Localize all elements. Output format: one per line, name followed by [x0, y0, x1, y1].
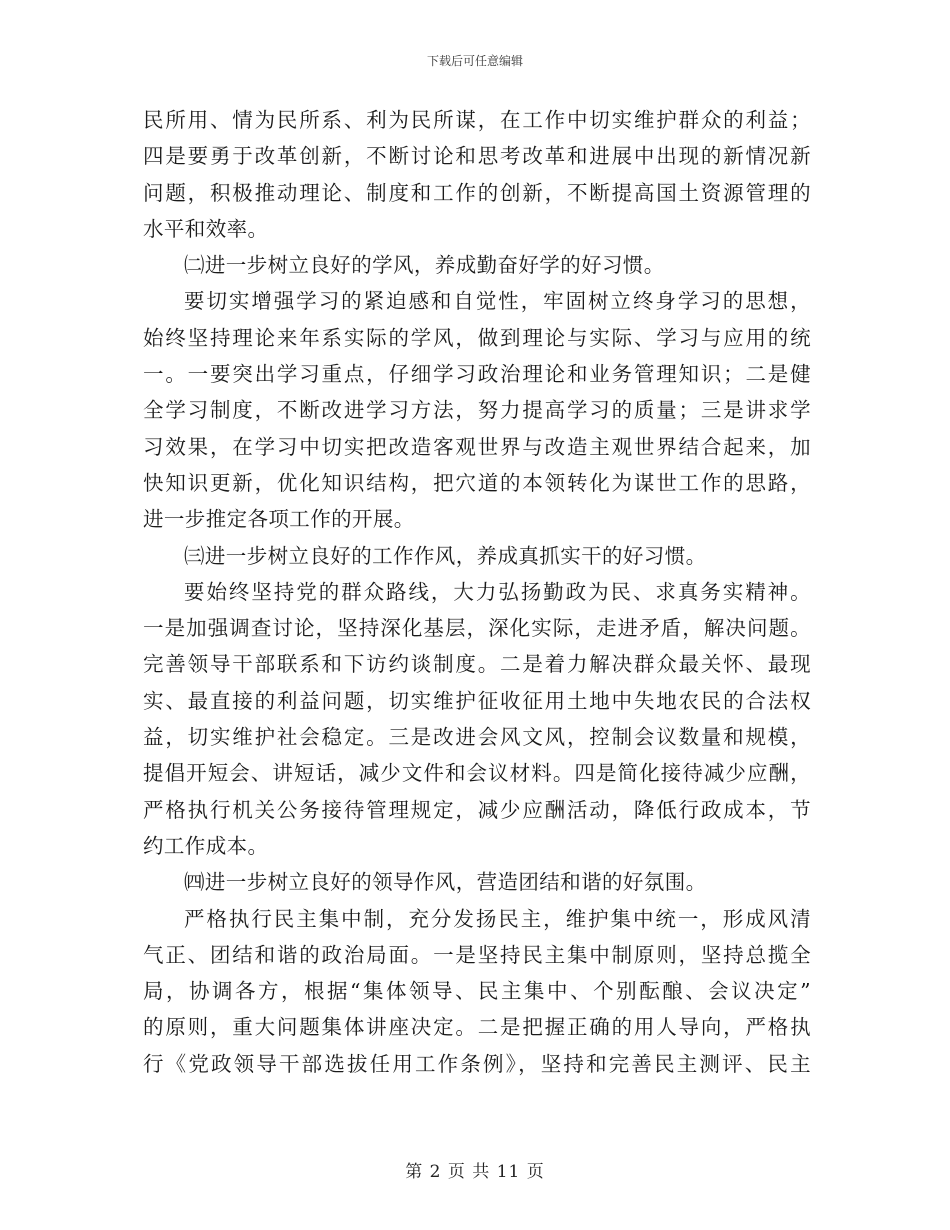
text-line: 实、最直接的利益问题，切实维护征收征用土地中失地农民的合法权	[143, 688, 811, 713]
text-line: 益，切实维护社会稳定。三是改进会风文风，控制会议数量和规模，	[143, 725, 811, 750]
text-line: 严格执行民主集中制，充分发扬民主，维护集中统一，形成风清	[184, 906, 811, 931]
text-line: 水平和效率。	[143, 216, 269, 241]
text-line: ㈢进一步树立良好的工作作风，养成真抓实干的好习惯。	[184, 543, 707, 568]
text-line: 行《党政领导干部选拔任用工作条例》，坚持和完善民主测评、民主	[143, 1051, 811, 1076]
text-line: 习效果，在学习中切实把改造客观世界与改造主观世界结合起来，加	[143, 434, 811, 459]
page-header: 下载后可任意编辑	[426, 54, 523, 68]
text-line: 进一步推定各项工作的开展。	[143, 507, 415, 532]
text-line: 始终坚持理论来年系实际的学风，做到理论与实际、学习与应用的统	[143, 325, 811, 350]
text-line: 要始终坚持党的群众路线，大力弘扬勤政为民、求真务实精神。	[184, 579, 811, 604]
page-footer: 第 2 页 共 11 页	[405, 1162, 545, 1182]
text-line: 气正、团结和谐的政治局面。一是坚持民主集中制原则，坚持总揽全	[143, 942, 811, 967]
text-line: 四是要勇于改革创新，不断讨论和思考改革和进展中出现的新情况新	[143, 144, 811, 169]
text-line: 全学习制度，不断改进学习方法，努力提高学习的质量；三是讲求学	[143, 398, 811, 423]
text-line: 约工作成本。	[143, 833, 269, 858]
text-line: 局，协调各方，根据“集体领导、民主集中、个别酝酿、会议决定”	[143, 979, 811, 1004]
text-line: 快知识更新，优化知识结构，把穴道的本领转化为谋世工作的思路，	[143, 470, 811, 495]
text-line: 提倡开短会、讲短话，减少文件和会议材料。四是简化接待减少应酬，	[143, 761, 811, 786]
document-body	[143, 102, 811, 1082]
text-line: 一。一要突出学习重点，仔细学习政治理论和业务管理知识；二是健	[143, 362, 811, 387]
text-line: 完善领导干部联系和下访约谈制度。二是着力解决群众最关怀、最现	[143, 652, 811, 677]
text-line: ㈣进一步树立良好的领导作风，营造团结和谐的好氛围。	[184, 870, 707, 895]
text-line: 的原则，重大问题集体讲座决定。二是把握正确的用人导向，严格执	[143, 1015, 811, 1040]
text-line: 要切实增强学习的紧迫感和自觉性，牢固树立终身学习的思想，	[184, 289, 811, 314]
text-line: 问题，积极推动理论、制度和工作的创新，不断提高国土资源管理的	[143, 180, 811, 205]
text-line: 一是加强调查讨论，坚持深化基层，深化实际，走进矛盾，解决问题。	[143, 616, 811, 641]
text-line: 民所用、情为民所系、利为民所谋，在工作中切实维护群众的利益；	[143, 108, 811, 132]
text-line: ㈡进一步树立良好的学风，养成勤奋好学的好习惯。	[184, 253, 665, 278]
text-line: 严格执行机关公务接待管理规定，减少应酬活动，降低行政成本，节	[143, 797, 811, 822]
